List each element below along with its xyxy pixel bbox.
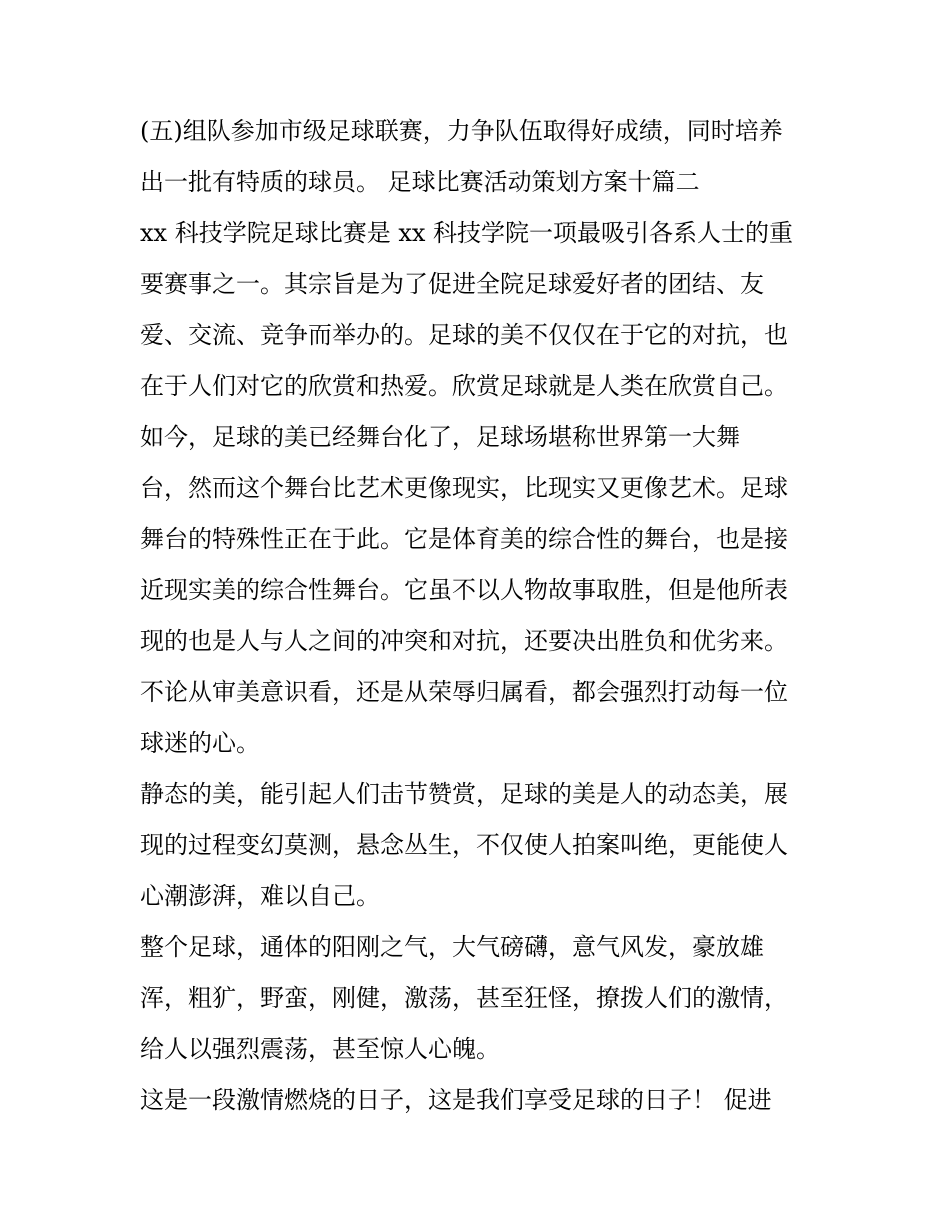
text-line: 静态的美，能引起人们击节赞赏，足球的美是人的动态美，展 [140, 780, 788, 808]
text-line: 心潮澎湃，难以自己。 [140, 882, 380, 910]
text-line: 近现实美的综合性舞台。它虽不以人物故事取胜，但是他所表 [140, 576, 788, 604]
text-line: 爱、交流、竞争而举办的。足球的美不仅仅在于它的对抗，也 [140, 321, 788, 349]
text-line: 浑，粗犷，野蛮，刚健，激荡，甚至狂怪，撩拨人们的激情， [140, 984, 788, 1012]
text-line: 整个足球，通体的阳刚之气，大气磅礴，意气风发，豪放雄 [140, 933, 764, 961]
text-line: (五)组队参加市级足球联赛，力争队伍取得好成绩，同时培养 [140, 117, 783, 145]
text-line: 在于人们对它的欣赏和热爱。欣赏足球就是人类在欣赏自己。 [140, 372, 788, 400]
text-line: 现的过程变幻莫测，悬念丛生，不仅使人拍案叫绝，更能使人 [140, 831, 788, 859]
text-line: 如今，足球的美已经舞台化了，足球场堪称世界第一大舞 [140, 423, 740, 451]
text-line: 给人以强烈震荡，甚至惊人心魄。 [140, 1035, 500, 1063]
text-line: 不论从审美意识看，还是从荣辱归属看，都会强烈打动每一位 [140, 678, 788, 706]
text-line: xx 科技学院足球比赛是 xx 科技学院一项最吸引各系人士的重 [140, 219, 794, 247]
document-body [140, 106, 820, 1126]
text-line: 出一批有特质的球员。 足球比赛活动策划方案十篇二 [140, 168, 700, 196]
text-line: 球迷的心。 [140, 729, 260, 757]
text-line: 现的也是人与人之间的冲突和对抗，还要决出胜负和优劣来。 [140, 627, 788, 655]
text-line: 这是一段激情燃烧的日子，这是我们享受足球的日子！ 促进 [140, 1086, 772, 1114]
text-line: 台，然而这个舞台比艺术更像现实，比现实又更像艺术。足球 [140, 474, 788, 502]
text-line: 要赛事之一。其宗旨是为了促进全院足球爱好者的团结、友 [140, 270, 764, 298]
text-line: 舞台的特殊性正在于此。它是体育美的综合性的舞台，也是接 [140, 525, 788, 553]
